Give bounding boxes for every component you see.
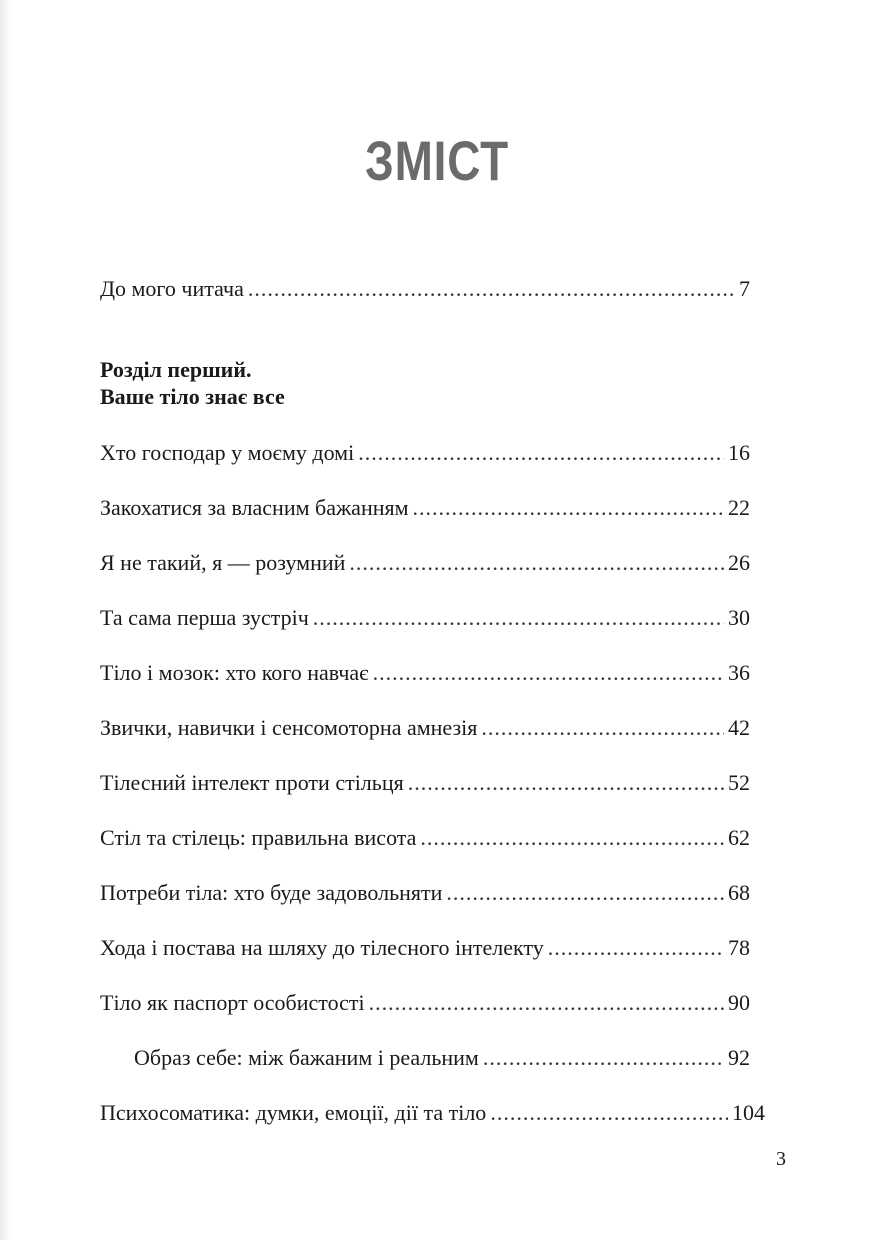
- toc-entry-page: 62: [728, 825, 750, 850]
- toc-entry-page: 36: [728, 660, 750, 685]
- toc-entry-label: Тілесний інтелект проти стільця: [100, 770, 404, 795]
- toc-entry-label: Закохатися за власним бажанням: [100, 495, 409, 520]
- toc-subentry[interactable]: [134, 1044, 750, 1072]
- toc-entry-label: До мого читача: [100, 276, 244, 301]
- toc-entry-label: Звички, навички і сенсомоторна амнезія: [100, 715, 478, 740]
- toc-entry-label: Та сама перша зустріч: [100, 605, 309, 630]
- toc-entry[interactable]: [100, 934, 750, 962]
- toc-entry-page: 42: [728, 715, 750, 740]
- toc-entry-label: Психосоматика: думки, емоції, дії та тіло: [100, 1100, 487, 1125]
- toc-entry-page: 78: [728, 935, 750, 960]
- section-heading-line1: Розділ перший.: [100, 357, 252, 382]
- dot-leader: [446, 879, 724, 907]
- toc-entry-page: 104: [732, 1100, 765, 1125]
- dot-leader: [248, 275, 735, 303]
- toc-entry[interactable]: [100, 604, 750, 632]
- toc-entry-label: Хто господар у моєму домі: [100, 440, 355, 465]
- dot-leader: [373, 659, 724, 687]
- toc-entry[interactable]: [100, 659, 750, 687]
- toc-entry-label: Тіло як паспорт особистості: [100, 990, 365, 1015]
- toc-entry[interactable]: [100, 824, 750, 852]
- toc-entry[interactable]: [100, 1099, 765, 1127]
- toc-entry-label: Стіл та стілець: правильна висота: [100, 825, 417, 850]
- page-title: ЗМІСТ: [365, 129, 509, 192]
- toc-entry-page: 26: [728, 550, 750, 575]
- toc-entry-label: Хода і постава на шляху до тілесного інтелекту: [100, 935, 544, 960]
- dot-leader: [349, 549, 724, 577]
- toc-entry-page: 7: [739, 276, 750, 301]
- toc-entry[interactable]: [100, 714, 750, 742]
- toc-entry-label: Образ себе: між бажаним і реальним: [134, 1045, 479, 1070]
- dot-leader: [483, 1044, 724, 1072]
- page-number: 3: [776, 1148, 786, 1170]
- toc-entry-page: 92: [728, 1045, 750, 1070]
- toc-entry-page: 68: [728, 880, 750, 905]
- toc-entry-page: 22: [728, 495, 750, 520]
- dot-leader: [408, 769, 724, 797]
- section-heading-line2: Ваше тіло знає все: [100, 384, 285, 409]
- toc-entry[interactable]: [100, 879, 750, 907]
- toc-entry-label: Потреби тіла: хто буде задовольняти: [100, 880, 443, 905]
- dot-leader: [313, 604, 724, 632]
- toc-entry-page: 30: [728, 605, 750, 630]
- dot-leader: [369, 989, 724, 1017]
- dot-leader: [420, 824, 724, 852]
- toc-entry-label: Я не такий, я — розумний: [100, 550, 346, 575]
- toc-entry-page: 90: [728, 990, 750, 1015]
- dot-leader: [490, 1099, 728, 1127]
- toc-entry-page: 16: [728, 440, 750, 465]
- toc-entry[interactable]: [100, 769, 750, 797]
- dot-leader: [358, 439, 724, 467]
- toc-entry-page: 52: [728, 770, 750, 795]
- toc-entry-label: Тіло і мозок: хто кого навчає: [100, 660, 369, 685]
- toc-entry-intro[interactable]: [100, 275, 750, 303]
- toc-entry[interactable]: [100, 494, 750, 522]
- toc-entry[interactable]: [100, 439, 750, 467]
- toc-entry[interactable]: [100, 989, 750, 1017]
- dot-leader: [548, 934, 724, 962]
- dot-leader: [481, 714, 724, 742]
- dot-leader: [413, 494, 724, 522]
- toc-entry[interactable]: [100, 549, 750, 577]
